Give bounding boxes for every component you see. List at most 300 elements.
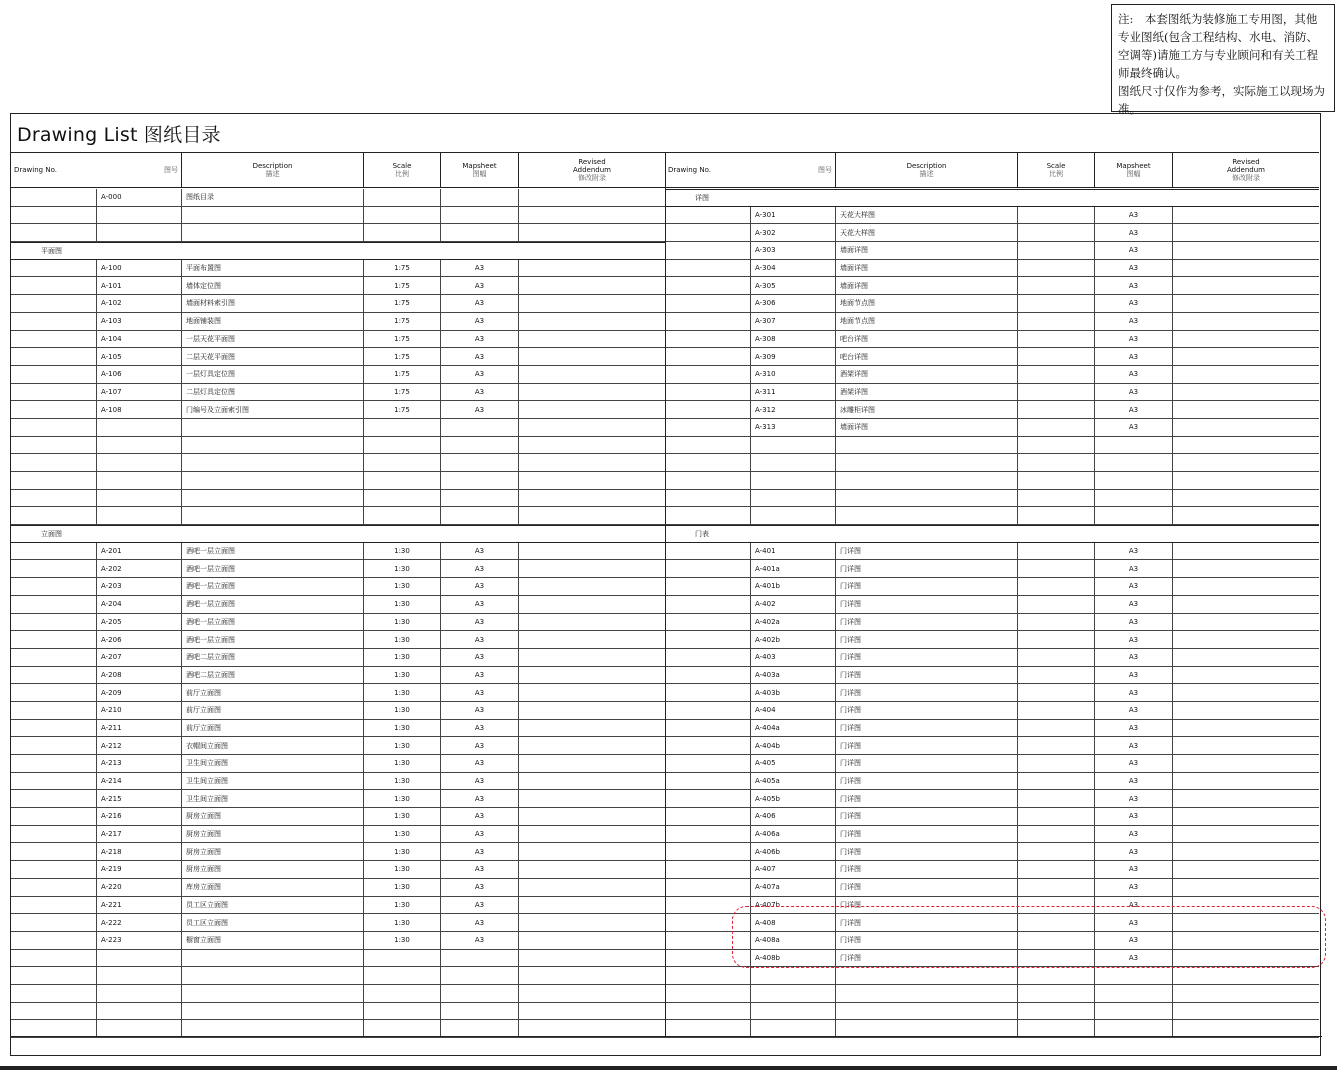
drawing-scale: 1:75 (364, 401, 441, 418)
table-row (11, 879, 665, 897)
drawing-number: A-222 (97, 914, 182, 931)
drawing-mapsheet: A3 (1095, 242, 1173, 259)
drawing-revision (1173, 755, 1319, 772)
drawing-description: 酒吧一层立面图 (182, 543, 364, 560)
row-blank (11, 578, 97, 595)
header-revised: Revised Addendum 修改附录 (1227, 158, 1265, 182)
drawing-scale (364, 437, 441, 454)
bottom-border (0, 1066, 1337, 1070)
drawing-revision (1173, 472, 1319, 489)
drawing-scale: 1:30 (364, 684, 441, 701)
table-row (11, 684, 665, 702)
table-row (665, 437, 1319, 455)
drawing-number: A-408 (751, 914, 836, 931)
table-row (11, 189, 665, 207)
drawing-number: A-210 (97, 702, 182, 719)
drawing-scale (364, 1020, 441, 1037)
drawing-description: 门详图 (836, 543, 1018, 560)
drawing-number: A-313 (751, 419, 836, 436)
drawing-revision (519, 507, 665, 524)
drawing-revision (519, 967, 665, 984)
drawing-scale: 1:30 (364, 737, 441, 754)
table-row (665, 242, 1319, 260)
drawing-mapsheet: A3 (1095, 419, 1173, 436)
drawing-description: 天花大样图 (836, 207, 1018, 224)
drawing-scale (1018, 614, 1095, 631)
drawing-number: A-408a (751, 932, 836, 949)
drawing-scale: 1:30 (364, 808, 441, 825)
drawing-revision (1173, 560, 1319, 577)
row-blank (11, 543, 97, 560)
drawing-mapsheet: A3 (441, 861, 519, 878)
drawing-number: A-208 (97, 667, 182, 684)
drawing-scale (1018, 543, 1095, 560)
drawing-scale (1018, 313, 1095, 330)
drawing-revision (1173, 967, 1319, 984)
row-blank (11, 950, 97, 967)
row-blank (665, 808, 751, 825)
drawing-description: 衣帽间立面图 (182, 737, 364, 754)
drawing-description: 酒吧二层立面图 (182, 649, 364, 666)
row-blank (11, 437, 97, 454)
row-blank (11, 790, 97, 807)
drawing-description: 厨房立面图 (182, 861, 364, 878)
drawing-revision (1173, 277, 1319, 294)
table-row (665, 702, 1319, 720)
row-blank (11, 507, 97, 524)
drawing-mapsheet (441, 437, 519, 454)
drawing-revision (1173, 260, 1319, 277)
drawing-mapsheet: A3 (1095, 560, 1173, 577)
drawing-revision (1173, 773, 1319, 790)
drawing-description (836, 454, 1018, 471)
table-row (11, 472, 665, 490)
drawing-revision (519, 384, 665, 401)
drawing-mapsheet (441, 967, 519, 984)
row-blank (11, 596, 97, 613)
drawing-description: 墙面详图 (836, 277, 1018, 294)
section-label: 立面图 (11, 525, 665, 543)
drawing-revision (1173, 1020, 1319, 1037)
drawing-number (97, 207, 182, 224)
drawing-scale: 1:75 (364, 277, 441, 294)
drawing-description: 橱窗立面图 (182, 932, 364, 949)
row-blank (11, 384, 97, 401)
drawing-revision (1173, 684, 1319, 701)
drawing-revision (1173, 348, 1319, 365)
row-blank (11, 649, 97, 666)
table-row (11, 861, 665, 879)
drawing-description: 门详图 (836, 560, 1018, 577)
drawing-description (182, 1020, 364, 1037)
drawing-number: A-214 (97, 773, 182, 790)
drawing-number: A-407b (751, 897, 836, 914)
drawing-scale: 1:30 (364, 773, 441, 790)
drawing-scale (364, 454, 441, 471)
drawing-mapsheet: A3 (1095, 295, 1173, 312)
table-row (665, 1003, 1319, 1021)
drawing-mapsheet: A3 (1095, 313, 1173, 330)
drawing-revision (519, 1020, 665, 1037)
drawing-mapsheet: A3 (1095, 737, 1173, 754)
drawing-revision (519, 437, 665, 454)
drawing-number (97, 507, 182, 524)
drawing-revision (519, 313, 665, 330)
table-row (11, 507, 665, 525)
table-row (665, 614, 1319, 632)
drawing-scale (1018, 985, 1095, 1002)
table-row (665, 861, 1319, 879)
header-scale: Scale 比例 (1018, 153, 1095, 187)
section-label: 详图 (665, 189, 1319, 207)
drawing-revision (1173, 454, 1319, 471)
drawing-mapsheet: A3 (441, 614, 519, 631)
drawing-scale (364, 472, 441, 489)
drawing-mapsheet: A3 (441, 348, 519, 365)
drawing-mapsheet: A3 (441, 331, 519, 348)
drawing-number: A-303 (751, 242, 836, 259)
drawing-number: A-405b (751, 790, 836, 807)
drawing-description: 酒吧一层立面图 (182, 596, 364, 613)
drawing-number: A-404a (751, 720, 836, 737)
table-row (665, 808, 1319, 826)
drawing-description: 天花大样图 (836, 224, 1018, 241)
table-row (665, 737, 1319, 755)
row-blank (11, 472, 97, 489)
drawing-description (182, 437, 364, 454)
drawing-mapsheet: A3 (1095, 384, 1173, 401)
drawing-scale (1018, 737, 1095, 754)
drawing-description (182, 985, 364, 1002)
drawing-revision (519, 737, 665, 754)
drawing-revision (1173, 490, 1319, 507)
left-panel (11, 152, 665, 1038)
table-row (11, 454, 665, 472)
drawing-scale (364, 490, 441, 507)
drawing-revision (519, 649, 665, 666)
drawing-number: A-204 (97, 596, 182, 613)
drawing-mapsheet: A3 (441, 755, 519, 772)
row-blank (11, 861, 97, 878)
table-row (665, 401, 1319, 419)
drawing-scale (1018, 384, 1095, 401)
drawing-mapsheet: A3 (1095, 826, 1173, 843)
drawing-description: 酒架详图 (836, 366, 1018, 383)
table-row (11, 295, 665, 313)
drawing-mapsheet: A3 (441, 401, 519, 418)
drawing-description (836, 1003, 1018, 1020)
table-row (665, 790, 1319, 808)
drawing-number: A-216 (97, 808, 182, 825)
drawing-number (97, 454, 182, 471)
drawing-number: A-211 (97, 720, 182, 737)
row-blank (665, 242, 751, 259)
row-blank (665, 755, 751, 772)
drawing-revision (1173, 401, 1319, 418)
table-row (11, 790, 665, 808)
drawing-number: A-407 (751, 861, 836, 878)
table-row (665, 331, 1319, 349)
drawing-number (97, 1003, 182, 1020)
row-blank (11, 560, 97, 577)
table-row (11, 437, 665, 455)
drawing-revision (519, 684, 665, 701)
table-header (11, 152, 665, 188)
drawing-revision (1173, 667, 1319, 684)
drawing-scale (364, 985, 441, 1002)
header-description: Description 描述 (836, 153, 1018, 187)
drawing-revision (519, 755, 665, 772)
drawing-scale (1018, 843, 1095, 860)
drawing-revision (1173, 861, 1319, 878)
row-blank (11, 879, 97, 896)
drawing-scale: 1:30 (364, 560, 441, 577)
drawing-mapsheet: A3 (441, 773, 519, 790)
drawing-revision (1173, 826, 1319, 843)
drawing-description: 门详图 (836, 755, 1018, 772)
drawing-number: A-215 (97, 790, 182, 807)
row-blank (665, 543, 751, 560)
table-row (11, 720, 665, 738)
drawing-description: 卫生间立面图 (182, 790, 364, 807)
drawing-mapsheet: A3 (1095, 667, 1173, 684)
drawing-description: 门详图 (836, 649, 1018, 666)
table-row (11, 631, 665, 649)
drawing-scale (1018, 507, 1095, 524)
drawing-number: A-401b (751, 578, 836, 595)
drawing-description: 酒架详图 (836, 384, 1018, 401)
drawing-scale: 1:30 (364, 596, 441, 613)
header-mapsheet: Mapsheet 图幅 (441, 153, 519, 187)
drawing-number (97, 437, 182, 454)
drawing-scale (1018, 861, 1095, 878)
drawing-scale (1018, 667, 1095, 684)
drawing-mapsheet: A3 (1095, 808, 1173, 825)
drawing-revision (519, 808, 665, 825)
drawing-revision (1173, 649, 1319, 666)
row-blank (11, 684, 97, 701)
drawing-scale: 1:30 (364, 826, 441, 843)
table-row (11, 967, 665, 985)
drawing-description (836, 1020, 1018, 1037)
drawing-revision (1173, 702, 1319, 719)
drawing-number: A-201 (97, 543, 182, 560)
drawing-revision (1173, 384, 1319, 401)
drawing-mapsheet: A3 (441, 631, 519, 648)
drawing-description: 门详图 (836, 879, 1018, 896)
drawing-description (182, 507, 364, 524)
row-blank (665, 437, 751, 454)
row-blank (665, 843, 751, 860)
drawing-description: 厨房立面图 (182, 843, 364, 860)
drawing-revision (519, 295, 665, 312)
drawing-number (751, 1020, 836, 1037)
drawing-number: A-209 (97, 684, 182, 701)
table-row (11, 543, 665, 561)
drawing-number (751, 437, 836, 454)
drawing-mapsheet: A3 (1095, 755, 1173, 772)
drawing-scale (1018, 260, 1095, 277)
drawing-description: 员工区立面图 (182, 897, 364, 914)
row-blank (665, 277, 751, 294)
drawing-number (751, 1003, 836, 1020)
drawing-scale (1018, 490, 1095, 507)
table-row (11, 808, 665, 826)
drawing-revision (1173, 366, 1319, 383)
drawing-mapsheet (1095, 490, 1173, 507)
drawing-description: 门详图 (836, 578, 1018, 595)
drawing-number: A-405 (751, 755, 836, 772)
drawing-description: 门详图 (836, 843, 1018, 860)
table-row (665, 560, 1319, 578)
drawing-revision (519, 790, 665, 807)
table-row (11, 950, 665, 968)
drawing-number: A-402a (751, 614, 836, 631)
drawing-revision (519, 419, 665, 436)
note-line-1: 注: 本套图纸为装修施工专用图，其他专业图纸(包含工程结构、水电、消防、空调等)请施工方与专业顾问和有关工程师最终确认。 (1118, 12, 1318, 80)
drawing-number: A-102 (97, 295, 182, 312)
row-blank (665, 507, 751, 524)
table-row (665, 543, 1319, 561)
drawing-scale (1018, 331, 1095, 348)
drawing-mapsheet: A3 (1095, 879, 1173, 896)
row-blank (11, 702, 97, 719)
table-row (665, 313, 1319, 331)
drawing-mapsheet: A3 (1095, 401, 1173, 418)
drawing-description: 门详图 (836, 790, 1018, 807)
table-row (11, 755, 665, 773)
table-row (11, 560, 665, 578)
drawing-description: 墙面材料索引图 (182, 295, 364, 312)
row-blank (11, 331, 97, 348)
drawing-scale (1018, 879, 1095, 896)
drawing-mapsheet: A3 (441, 843, 519, 860)
drawing-mapsheet: A3 (1095, 260, 1173, 277)
drawing-revision (519, 667, 665, 684)
drawing-number: A-108 (97, 401, 182, 418)
drawing-revision (519, 932, 665, 949)
row-blank (665, 384, 751, 401)
drawing-description: 门详图 (836, 950, 1018, 967)
drawing-revision (519, 950, 665, 967)
table-row (11, 419, 665, 437)
drawing-revision (519, 207, 665, 224)
drawing-number: A-404 (751, 702, 836, 719)
drawing-revision (1173, 578, 1319, 595)
revision-cloud (732, 906, 1326, 968)
table-row (11, 578, 665, 596)
drawing-mapsheet (1095, 967, 1173, 984)
drawing-scale (1018, 242, 1095, 259)
row-blank (11, 1020, 97, 1037)
drawing-number: A-306 (751, 295, 836, 312)
table-row (11, 313, 665, 331)
drawing-mapsheet (1095, 1020, 1173, 1037)
drawing-mapsheet: A3 (1095, 684, 1173, 701)
table-row (665, 260, 1319, 278)
drawing-number: A-106 (97, 366, 182, 383)
drawing-number: A-407a (751, 879, 836, 896)
general-note (1111, 4, 1335, 116)
drawing-number (751, 490, 836, 507)
drawing-scale (1018, 826, 1095, 843)
table-row (665, 773, 1319, 791)
drawing-scale (1018, 224, 1095, 241)
drawing-revision (519, 543, 665, 560)
drawing-mapsheet: A3 (441, 826, 519, 843)
drawing-number (97, 490, 182, 507)
drawing-description (182, 967, 364, 984)
row-blank (665, 295, 751, 312)
drawing-number: A-305 (751, 277, 836, 294)
drawing-number: A-309 (751, 348, 836, 365)
table-row (665, 720, 1319, 738)
drawing-description: 一层灯具定位图 (182, 366, 364, 383)
drawing-scale (1018, 808, 1095, 825)
drawing-number: A-301 (751, 207, 836, 224)
drawing-revision (1173, 437, 1319, 454)
table-row (665, 843, 1319, 861)
drawing-mapsheet: A3 (1095, 614, 1173, 631)
drawing-description: 前厅立面图 (182, 702, 364, 719)
drawing-mapsheet: A3 (441, 879, 519, 896)
drawing-scale: 1:30 (364, 755, 441, 772)
row-blank (665, 1020, 751, 1037)
drawing-number: A-406 (751, 808, 836, 825)
row-blank (11, 826, 97, 843)
drawing-number: A-408b (751, 950, 836, 967)
drawing-revision (1173, 720, 1319, 737)
drawing-number (751, 985, 836, 1002)
drawing-revision (519, 1003, 665, 1020)
drawing-mapsheet: A3 (441, 932, 519, 949)
drawing-scale (1018, 578, 1095, 595)
row-blank (11, 401, 97, 418)
drawing-scale (1018, 295, 1095, 312)
drawing-number: A-220 (97, 879, 182, 896)
drawing-revision (519, 843, 665, 860)
title-en: Drawing List (17, 124, 138, 146)
drawing-number: A-401a (751, 560, 836, 577)
drawing-scale (1018, 773, 1095, 790)
drawing-mapsheet: A3 (441, 649, 519, 666)
table-row (665, 419, 1319, 437)
drawing-revision (519, 578, 665, 595)
drawing-description: 门详图 (836, 808, 1018, 825)
drawing-mapsheet (1095, 985, 1173, 1002)
drawing-description: 地面铺装图 (182, 313, 364, 330)
drawing-scale: 1:30 (364, 631, 441, 648)
drawing-mapsheet: A3 (1095, 224, 1173, 241)
row-blank (665, 419, 751, 436)
table-row (11, 649, 665, 667)
row-blank (665, 578, 751, 595)
drawing-mapsheet: A3 (441, 808, 519, 825)
row-blank (665, 560, 751, 577)
drawing-number: A-405a (751, 773, 836, 790)
drawing-mapsheet: A3 (441, 578, 519, 595)
drawing-number: A-104 (97, 331, 182, 348)
drawing-number: A-219 (97, 861, 182, 878)
drawing-number: A-100 (97, 260, 182, 277)
drawing-mapsheet (441, 454, 519, 471)
table-row (11, 737, 665, 755)
drawing-mapsheet: A3 (441, 720, 519, 737)
table-row (11, 985, 665, 1003)
drawing-revision (519, 631, 665, 648)
drawing-mapsheet: A3 (441, 737, 519, 754)
drawing-number: A-105 (97, 348, 182, 365)
